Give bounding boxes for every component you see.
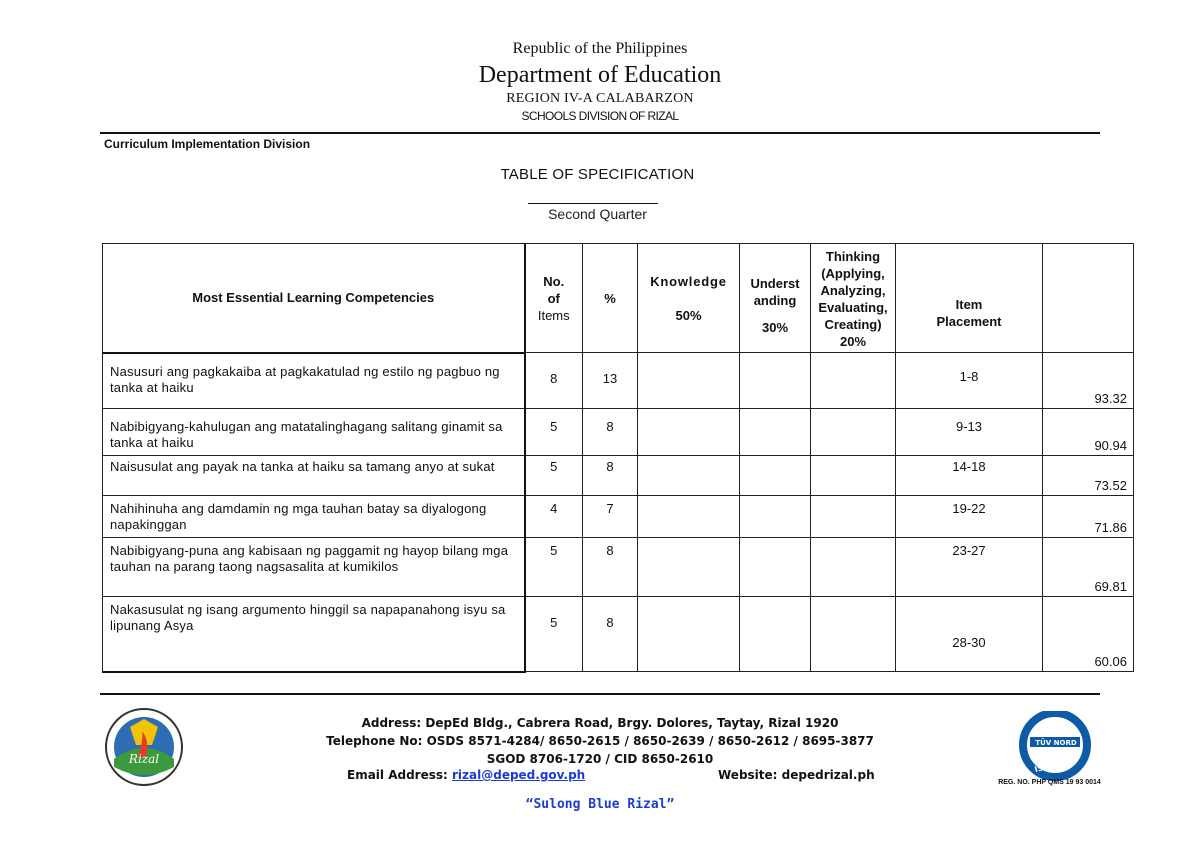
quarter-label: Second Quarter (548, 206, 647, 222)
percent-cell: 13 (583, 353, 638, 409)
email-label: Email Address: (347, 768, 448, 782)
quarter-underline (528, 203, 658, 204)
items-cell: 4 (525, 496, 583, 538)
placement-cell: 19-22 (896, 496, 1043, 538)
header-knowledge: Knowledge 50% (638, 244, 740, 353)
competency-cell: Nasusuri ang pagkakaiba at pagkakatulad ng estilo ng pagbuo ng tanka at haiku (103, 353, 525, 409)
footer-address: Address: DepEd Bldg., Cabrera Road, Brgy. Dolores, Taytay, Rizal 1920 (361, 716, 839, 730)
competency-cell: Nabibigyang-kahulugan ang matatalinghagang salitang ginamit sa tanka at haiku (103, 409, 525, 456)
division-heading: SCHOOLS DIVISION OF RIZAL (521, 109, 679, 123)
header-extra (1043, 244, 1134, 353)
footer-website: Website: depedrizal.ph (718, 768, 875, 782)
percent-cell: 8 (583, 597, 638, 672)
motto-text: “Sulong Blue Rizal” (525, 797, 675, 812)
knowledge-cell (638, 597, 740, 672)
items-cell: 8 (525, 353, 583, 409)
republic-heading: Republic of the Philippines (512, 40, 688, 57)
footer-sgod: SGOD 8706-1720 / CID 8650-2610 (486, 752, 714, 766)
table-row (103, 456, 1134, 496)
score-cell: 69.81 (1043, 538, 1134, 597)
thinking-cell (811, 409, 896, 456)
header-items: No. of Items (525, 244, 583, 353)
email-link[interactable]: rizal@deped.gov.ph (452, 768, 586, 782)
knowledge-cell (638, 409, 740, 456)
document-title: TABLE OF SPECIFICATION (500, 166, 695, 183)
table-row (103, 597, 1134, 672)
percent-cell: 8 (583, 538, 638, 597)
division-unit-label: Curriculum Implementation Division (104, 137, 311, 151)
svg-text:Rizal: Rizal (128, 752, 160, 766)
footer-telephone: Telephone No: OSDS 8571-4284/ 8650-2615 / 8650-2639 / 8650-2612 / 8695-3877 (326, 734, 874, 748)
knowledge-cell (638, 538, 740, 597)
table-row (103, 409, 1134, 456)
footer-email-row (347, 768, 585, 782)
thinking-cell (811, 597, 896, 672)
specification-table (102, 243, 1134, 673)
placement-cell: 9-13 (896, 409, 1043, 456)
knowledge-cell (638, 496, 740, 538)
department-heading: Department of Education (478, 62, 722, 88)
certification-reg-number: REG. NO. PHP QMS 19 93 0014 (998, 779, 1101, 786)
items-cell: 5 (525, 409, 583, 456)
understanding-cell (740, 409, 811, 456)
percent-cell: 8 (583, 409, 638, 456)
table-header-row (103, 244, 1134, 353)
competency-cell: Nakasusulat ng isang argumento hinggil sa napapanahong isyu sa lipunang Asya (103, 597, 525, 672)
header-thinking: Thinking (Applying, Analyzing, Evaluating, Creating) 20% (811, 244, 896, 353)
table-row (103, 496, 1134, 538)
competency-cell: Nabibigyang-puna ang kabisaan ng paggamit ng hayop bilang mga tauhan na parang taong nagsasalita at kumikilos (103, 538, 525, 597)
header-item-placement: Item Placement (896, 244, 1043, 353)
score-cell: 90.94 (1043, 409, 1134, 456)
score-cell: 60.06 (1043, 597, 1134, 672)
items-cell: 5 (525, 538, 583, 597)
thinking-cell (811, 353, 896, 409)
header-understanding: Underst anding 30% (740, 244, 811, 353)
header-percent: % (583, 244, 638, 353)
knowledge-cell (638, 456, 740, 496)
placement-cell: 1-8 (896, 353, 1043, 409)
items-cell: 5 (525, 456, 583, 496)
score-cell: 73.52 (1043, 456, 1134, 496)
header-divider (100, 132, 1100, 134)
header-competencies: Most Essential Learning Competencies (103, 244, 525, 353)
understanding-cell (740, 496, 811, 538)
table-row (103, 353, 1134, 409)
competency-cell: Nahihinuha ang damdamin ng mga tauhan batay sa diyalogong napakinggan (103, 496, 525, 538)
understanding-cell (740, 597, 811, 672)
score-cell: 93.32 (1043, 353, 1134, 409)
understanding-cell (740, 456, 811, 496)
percent-cell: 8 (583, 456, 638, 496)
thinking-cell (811, 496, 896, 538)
placement-cell: 14-18 (896, 456, 1043, 496)
region-heading: REGION IV-A CALABARZON (506, 91, 694, 106)
percent-cell: 7 (583, 496, 638, 538)
understanding-cell (740, 538, 811, 597)
understanding-cell (740, 353, 811, 409)
competency-cell: Naisusulat ang payak na tanka at haiku sa tamang anyo at sukat (103, 456, 525, 496)
knowledge-cell (638, 353, 740, 409)
svg-text:TÜV NORD: TÜV NORD (1035, 739, 1077, 747)
placement-cell: 28-30 (896, 597, 1043, 672)
items-cell: 5 (525, 597, 583, 672)
score-cell: 71.86 (1043, 496, 1134, 538)
thinking-cell (811, 456, 896, 496)
thinking-cell (811, 538, 896, 597)
svg-text:ISO 9001: ISO 9001 (1033, 754, 1076, 775)
table-row (103, 538, 1134, 597)
placement-cell: 23-27 (896, 538, 1043, 597)
footer-divider (100, 693, 1100, 695)
